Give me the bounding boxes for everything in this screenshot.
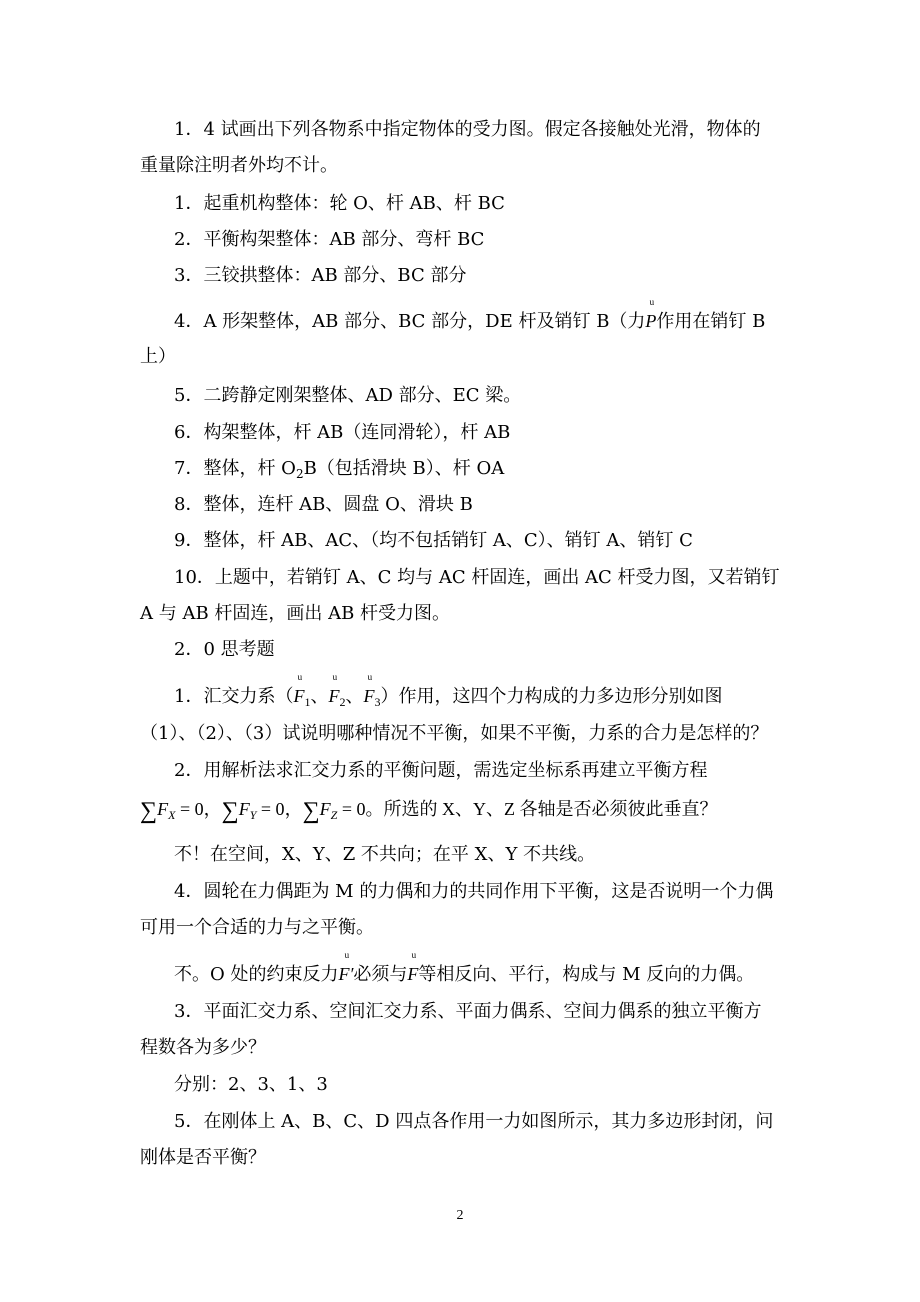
answer-4 [174, 962, 790, 987]
sum-symbol-x: ∑ [140, 798, 158, 824]
comma-2: ， [284, 799, 303, 819]
equals-zero-z: = 0 [337, 799, 366, 819]
f3-subscript: 3 [374, 695, 381, 709]
page-number: 2 [456, 1208, 464, 1223]
answer-4-text-b: 必须与 [353, 964, 408, 985]
q1-sep2: 、 [345, 686, 364, 707]
subscript-y: Y [249, 808, 257, 822]
equals-zero-x: = 0 [175, 799, 204, 819]
question-5-line2: 刚体是否平衡？ [140, 1147, 266, 1168]
item-3: 3．三铰拱整体：AB 部分、BC 部分 [174, 265, 467, 286]
q1-text-a: 1．汇交力系（ [174, 686, 294, 707]
force-fy: F [238, 799, 250, 819]
item-10-line2: A 与 AB 杆固连，画出 AB 杆受力图。 [140, 603, 451, 624]
force-fz: F [319, 799, 331, 819]
vector-f: u F [407, 962, 418, 986]
subscript-x: X [168, 808, 176, 822]
item-4-line1 [174, 309, 790, 334]
subscript-z: Z [330, 808, 338, 822]
section-heading: 2．0 思考题 [174, 639, 275, 660]
question-5-line1: 5．在刚体上 A、B、C、D 四点各作用一力如图所示，其力多边形封闭，问 [174, 1111, 774, 1132]
vector-f1-letter: F [293, 686, 305, 706]
answer-4-text-a: 不。O 处的约束反力 [174, 964, 339, 985]
item-1: 1．起重机构整体：轮 O、杆 AB、杆 BC [174, 193, 505, 214]
vector-p-symbol: u P [645, 309, 656, 333]
item-4-text-b: 作用在销钉 B [656, 311, 766, 332]
equals-zero-y: = 0 [256, 799, 285, 819]
sum-symbol-y: ∑ [221, 798, 239, 824]
item-5: 5．二跨静定刚架整体、AD 部分、EC 梁。 [174, 385, 522, 406]
question-2-equations [140, 797, 790, 827]
question-2-tail: 。所选的 X、Y、Z 各轴是否必须彼此垂直？ [365, 799, 718, 819]
vector-f2 [328, 684, 339, 708]
item-9: 9．整体，杆 AB、AC、（均不包括销钉 A、C）、销钉 A、销钉 C [174, 530, 693, 551]
question-4-line1: 4．圆轮在力偶距为 M 的力偶和力的共同作用下平衡，这是否说明一个力偶 [174, 881, 774, 902]
item-7-text-a: 7．整体，杆 O [174, 458, 296, 479]
q1-sep1: 、 [310, 686, 329, 707]
question-3-line1: 3．平面汇交力系、空间汇交力系、平面力偶系、空间力偶系的独立平衡方 [174, 1001, 762, 1022]
vector-f2-letter: F [328, 686, 340, 706]
sum-symbol-z: ∑ [302, 798, 320, 824]
q1-text-b: ）作用，这四个力构成的力多边形分别如图 [380, 686, 723, 707]
vector-f-prime: u F′ [338, 962, 353, 986]
question-2-line1: 2．用解析法求汇交力系的平衡问题，需选定坐标系再建立平衡方程 [174, 760, 708, 781]
f2-subscript: 2 [339, 695, 346, 709]
question-3-line2: 程数各为多少？ [140, 1037, 266, 1058]
item-4-text-a: 4．A 形架整体，AB 部分、BC 部分，DE 杆及销钉 B（力 [174, 311, 646, 332]
question-4-line2: 可用一个合适的力与之平衡。 [140, 917, 374, 938]
item-4-line2: 上） [140, 346, 176, 367]
item-2: 2．平衡构架整体：AB 部分、弯杆 BC [174, 229, 485, 250]
para-1-4-line1: 1．4 试画出下列各物系中指定物体的受力图。假定各接触处光滑，物体的 [174, 119, 761, 140]
para-1-4-line2: 重量除注明者外均不计。 [140, 155, 338, 176]
item-8: 8．整体，连杆 AB、圆盘 O、滑块 B [174, 494, 473, 515]
vector-f1 [293, 684, 304, 708]
item-7-subscript: 2 [295, 467, 304, 481]
comma-1: ， [203, 799, 222, 819]
force-fx: F [157, 799, 169, 819]
item-6: 6．构架整体，杆 AB（连同滑轮），杆 AB [174, 422, 511, 443]
vector-f3 [363, 684, 374, 708]
question-1-line1 [174, 684, 790, 714]
answer-4-text-c: 等相反向、平行，构成与 M 反向的力偶。 [418, 964, 755, 985]
question-1-line2: （1）、（2）、（3）试说明哪种情况不平衡，如果不平衡，力系的合力是怎样的？ [140, 723, 769, 744]
answer-3: 分别：2、3、1、3 [174, 1074, 328, 1095]
item-7 [174, 457, 790, 486]
answer-2: 不！在空间，X、Y、Z 不共向；在平 X、Y 不共线。 [174, 844, 596, 865]
f1-subscript: 1 [304, 695, 311, 709]
item-10-line1: 10．上题中，若销钉 A、C 均与 AC 杆固连，画出 AC 杆受力图，又若销钉 [174, 567, 780, 588]
vector-f3-letter: F [363, 686, 375, 706]
item-7-text-b: B（包括滑块 B）、杆 OA [303, 458, 505, 479]
